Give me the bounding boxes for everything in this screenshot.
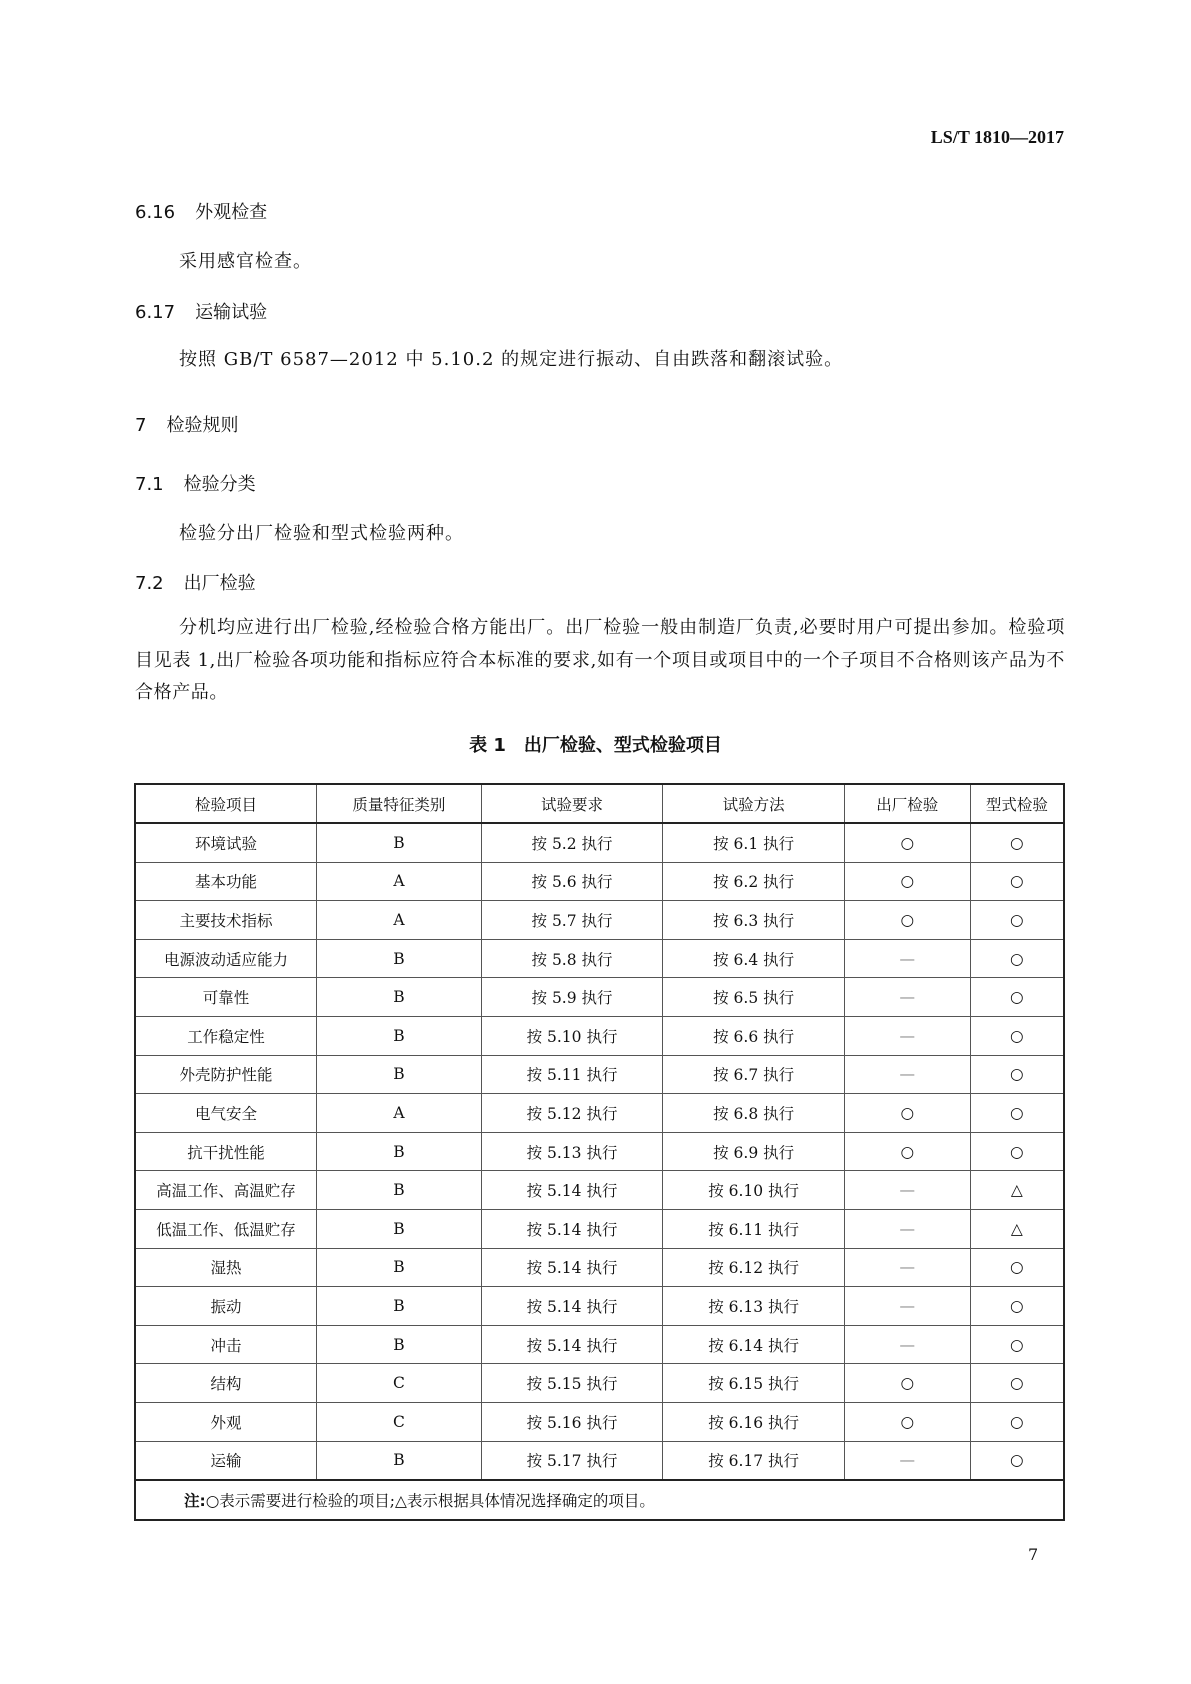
table-cell: 按 5.11 执行: [481, 1055, 663, 1094]
table-cell: —: [844, 1287, 970, 1326]
table-cell: 外观: [135, 1402, 317, 1441]
section-heading-6-17: [135, 298, 267, 324]
table-cell: C: [317, 1364, 482, 1403]
table-note-row: [135, 1480, 1064, 1520]
section-title: 出厂检验: [183, 573, 256, 594]
section-heading-6-16: [135, 198, 267, 224]
table-row: [135, 823, 1064, 862]
table-cell: 按 5.14 执行: [481, 1287, 663, 1326]
table-cell: 按 5.14 执行: [481, 1209, 663, 1248]
table-cell: B: [317, 1209, 482, 1248]
column-header: 试验方法: [663, 784, 845, 823]
table-cell: ○: [970, 901, 1064, 940]
table-cell: 按 5.7 执行: [481, 901, 663, 940]
table-cell: 按 5.10 执行: [481, 1016, 663, 1055]
table-cell: 按 6.16 执行: [663, 1402, 845, 1441]
column-header: 出厂检验: [844, 784, 970, 823]
table-cell: B: [317, 1287, 482, 1326]
table-cell: ○: [970, 939, 1064, 978]
table-cell: ○: [844, 1402, 970, 1441]
table-cell: 按 5.15 执行: [481, 1364, 663, 1403]
table-cell: 按 6.12 执行: [663, 1248, 845, 1287]
table-row: [135, 1325, 1064, 1364]
table-cell: A: [317, 1094, 482, 1133]
table-cell: —: [844, 1325, 970, 1364]
section-title: 运输试验: [195, 302, 268, 323]
table-cell: 按 6.14 执行: [663, 1325, 845, 1364]
table-cell: ○: [970, 1325, 1064, 1364]
table-cell: ○: [970, 1364, 1064, 1403]
table-cell: B: [317, 978, 482, 1017]
table-cell: B: [317, 823, 482, 862]
table-cell: 按 6.10 执行: [663, 1171, 845, 1210]
section-number: 6.16: [135, 202, 176, 223]
table-cell: 结构: [135, 1364, 317, 1403]
table-cell: ○: [844, 1364, 970, 1403]
table-cell: ○: [970, 1248, 1064, 1287]
table-cell: ○: [844, 862, 970, 901]
table-cell: 按 6.4 执行: [663, 939, 845, 978]
table-cell: 按 5.14 执行: [481, 1248, 663, 1287]
section-title: 检验规则: [166, 415, 239, 436]
table-row: [135, 1055, 1064, 1094]
table-cell: 按 5.9 执行: [481, 978, 663, 1017]
table-cell: ○: [844, 1132, 970, 1171]
table-cell: 湿热: [135, 1248, 317, 1287]
table-cell: —: [844, 1171, 970, 1210]
table-cell: —: [844, 1248, 970, 1287]
table-cell: A: [317, 862, 482, 901]
column-header: 检验项目: [135, 784, 317, 823]
table-cell: 按 6.7 执行: [663, 1055, 845, 1094]
table-cell: 冲击: [135, 1325, 317, 1364]
table-row: [135, 1209, 1064, 1248]
table-cell: ○: [970, 1402, 1064, 1441]
table-cell: ○: [970, 978, 1064, 1017]
column-header: 试验要求: [481, 784, 663, 823]
note-text: ○表示需要进行检验的项目;△表示根据具体情况选择确定的项目。: [205, 1492, 655, 1511]
section-body-7-1: 检验分出厂检验和型式检验两种。: [179, 523, 464, 544]
table-cell: 按 6.8 执行: [663, 1094, 845, 1133]
table-row: [135, 1132, 1064, 1171]
table-cell: ○: [970, 823, 1064, 862]
table-cell: 按 5.12 执行: [481, 1094, 663, 1133]
table-row: [135, 1441, 1064, 1480]
table-note: [135, 1480, 1064, 1520]
table-cell: 按 5.8 执行: [481, 939, 663, 978]
table-cell: 按 6.1 执行: [663, 823, 845, 862]
table-cell: 按 6.2 执行: [663, 862, 845, 901]
table-cell: 环境试验: [135, 823, 317, 862]
table-cell: —: [844, 1441, 970, 1480]
section-number: 7.1: [135, 474, 164, 495]
standard-number: LS/T 1810—2017: [930, 127, 1064, 147]
table-row: [135, 1094, 1064, 1133]
table-row: [135, 1248, 1064, 1287]
table-cell: —: [844, 939, 970, 978]
column-header: 型式检验: [970, 784, 1064, 823]
table-header-row: [135, 784, 1064, 823]
column-header: 质量特征类别: [317, 784, 482, 823]
table-cell: ○: [970, 1132, 1064, 1171]
table-cell: 按 6.9 执行: [663, 1132, 845, 1171]
table-cell: 按 5.17 执行: [481, 1441, 663, 1480]
table-cell: B: [317, 1325, 482, 1364]
table-cell: 工作稳定性: [135, 1016, 317, 1055]
table-cell: 按 5.13 执行: [481, 1132, 663, 1171]
table-cell: 按 5.16 执行: [481, 1402, 663, 1441]
table-cell: B: [317, 1132, 482, 1171]
page-number: 7: [1028, 1545, 1039, 1564]
table-cell: ○: [844, 1094, 970, 1133]
table-cell: 电源波动适应能力: [135, 939, 317, 978]
table-caption: 表 1 出厂检验、型式检验项目: [469, 735, 722, 756]
table-cell: 基本功能: [135, 862, 317, 901]
table-cell: 运输: [135, 1441, 317, 1480]
table-cell: B: [317, 1441, 482, 1480]
table-cell: 按 6.17 执行: [663, 1441, 845, 1480]
table-cell: 按 6.5 执行: [663, 978, 845, 1017]
table-row: [135, 1287, 1064, 1326]
table-cell: ○: [970, 862, 1064, 901]
table-row: [135, 1171, 1064, 1210]
table-cell: ○: [844, 823, 970, 862]
table-cell: —: [844, 1055, 970, 1094]
table-row: [135, 939, 1064, 978]
table-cell: ○: [844, 901, 970, 940]
section-number: 7.2: [135, 573, 164, 594]
section-title: 检验分类: [183, 474, 256, 495]
table-cell: 可靠性: [135, 978, 317, 1017]
table-cell: —: [844, 978, 970, 1017]
table-cell: B: [317, 1016, 482, 1055]
table-row: [135, 1402, 1064, 1441]
table-cell: 按 5.6 执行: [481, 862, 663, 901]
table-row: [135, 1364, 1064, 1403]
table-cell: 按 6.11 执行: [663, 1209, 845, 1248]
table-cell: 按 6.15 执行: [663, 1364, 845, 1403]
table-cell: 按 6.3 执行: [663, 901, 845, 940]
table-cell: 电气安全: [135, 1094, 317, 1133]
table-cell: 按 5.14 执行: [481, 1171, 663, 1210]
table-cell: △: [970, 1171, 1064, 1210]
table-cell: ○: [970, 1441, 1064, 1480]
table-row: [135, 862, 1064, 901]
table-cell: 外壳防护性能: [135, 1055, 317, 1094]
table-cell: 按 5.14 执行: [481, 1325, 663, 1364]
table-row: [135, 1016, 1064, 1055]
table-cell: 振动: [135, 1287, 317, 1326]
table-cell: B: [317, 1055, 482, 1094]
table-cell: 主要技术指标: [135, 901, 317, 940]
section-body-6-16: 采用感官检查。: [179, 251, 312, 272]
section-body-6-17: 按照 GB/T 6587—2012 中 5.10.2 的规定进行振动、自由跌落和翻滚试验。: [179, 349, 844, 370]
table-cell: 高温工作、高温贮存: [135, 1171, 317, 1210]
table-cell: ○: [970, 1055, 1064, 1094]
table-cell: C: [317, 1402, 482, 1441]
table-cell: A: [317, 901, 482, 940]
section-body-7-2: 分机均应进行出厂检验,经检验合格方能出厂。出厂检验一般由制造厂负责,必要时用户可提出参加。检验项目见表 1,出厂检验各项功能和指标应符合本标准的要求,如有一个项目或项目中的一个子项目不合格则该产品为不合格产品。: [135, 617, 1065, 703]
table-cell: B: [317, 1171, 482, 1210]
table-row: [135, 901, 1064, 940]
table-cell: —: [844, 1209, 970, 1248]
note-label: 注:: [184, 1492, 206, 1511]
section-number: 6.17: [135, 302, 176, 323]
table-cell: ○: [970, 1287, 1064, 1326]
section-heading-7-2: [135, 569, 256, 595]
section-title: 外观检查: [195, 202, 268, 223]
section-heading-7-1: [135, 470, 256, 496]
table-cell: ○: [970, 1016, 1064, 1055]
table-cell: —: [844, 1016, 970, 1055]
table-cell: B: [317, 939, 482, 978]
table-cell: 按 6.13 执行: [663, 1287, 845, 1326]
section-heading-7: [135, 411, 238, 437]
table-cell: ○: [970, 1094, 1064, 1133]
table-cell: 低温工作、低温贮存: [135, 1209, 317, 1248]
inspection-items-table: [134, 783, 1065, 1521]
table-cell: 按 6.6 执行: [663, 1016, 845, 1055]
section-number: 7: [135, 415, 147, 436]
table-cell: 抗干扰性能: [135, 1132, 317, 1171]
table-row: [135, 978, 1064, 1017]
table-cell: B: [317, 1248, 482, 1287]
table-cell: 按 5.2 执行: [481, 823, 663, 862]
table-cell: △: [970, 1209, 1064, 1248]
